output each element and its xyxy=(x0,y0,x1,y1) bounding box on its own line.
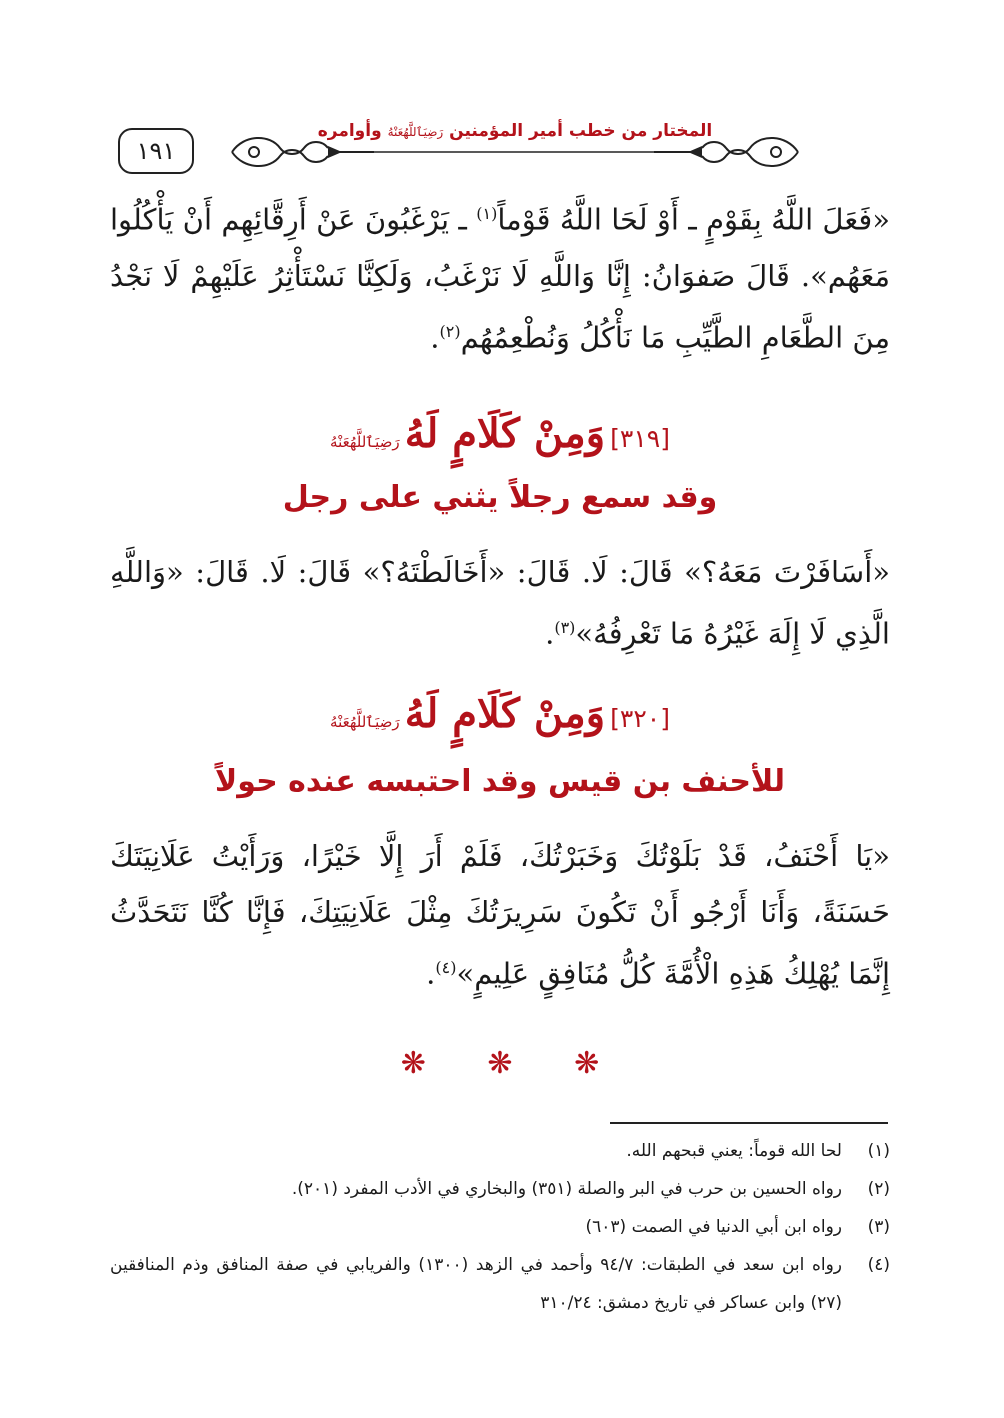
section-319-text-b: . xyxy=(545,616,555,651)
footnote-item xyxy=(110,1208,890,1246)
paragraph-quote-319 xyxy=(110,544,890,662)
page-number: ١٩١ xyxy=(136,137,176,165)
footnote-ref-3[interactable]: (٣) xyxy=(554,618,576,637)
section-320-text-b: . xyxy=(426,956,436,991)
separator-star-icon: ❋ xyxy=(400,1046,426,1081)
footnote-number: (١) xyxy=(867,1141,890,1161)
section-319-subheading: وقد سمع رجلاً يثني على رجل xyxy=(282,480,718,515)
running-honorific: رَضِيَٱللَّهُعَنْهُ xyxy=(387,125,444,139)
paragraph-1-text-a: «فَعَلَ اللَّهُ بِقَوْمٍ ـ أَوْ لَحَا اللَّهُ قَوْماً xyxy=(497,202,890,237)
footnote-item xyxy=(110,1132,890,1170)
section-320-title: وَمِنْ كَلَامٍ لَهُ xyxy=(404,690,606,737)
footnote-number: (٣) xyxy=(867,1217,890,1237)
footnote-text: رواه ابن أبي الدنيا في الصمت (٦٠٣) xyxy=(585,1217,842,1237)
section-319-title: وَمِنْ كَلَامٍ لَهُ xyxy=(404,410,606,457)
running-title-text: المختار من خطب أمير المؤمنين xyxy=(449,121,713,141)
footnotes xyxy=(110,1132,890,1322)
footnote-item xyxy=(110,1170,890,1208)
footnote-item xyxy=(110,1246,890,1322)
running-title xyxy=(300,121,730,141)
section-319-number: [٣١٩] xyxy=(610,424,670,453)
footnote-text: رواه الحسين بن حرب في البر والصلة (٣٥١) والبخاري في الأدب المفرد (٢٠١). xyxy=(291,1179,842,1199)
footnote-ref-2[interactable]: (٢) xyxy=(439,321,461,341)
footnote-number: (٤) xyxy=(867,1255,890,1275)
separator-stars xyxy=(110,1046,890,1081)
footnote-number: (٢) xyxy=(867,1179,890,1199)
paragraph-quote-1 xyxy=(110,186,890,365)
footnote-text: رواه ابن سعد في الطبقات: ٩٤/٧ وأحمد في الزهد (١٣٠٠) والفريابي في صفة المنافق وذم المنافقين (٢٧) وابن عساكر في تاريخ دمشق: ٣١٠/٢٤ xyxy=(110,1255,842,1313)
paragraph-1-text-c: . xyxy=(430,320,440,355)
section-319-text-a: «أَسَافَرْتَ مَعَهُ؟» قَالَ: لَا. قَالَ: «أَخَالَطْتَهُ؟» قَالَ: لَا. قَالَ: «وَاللَّهِ الَّذِي لَا إِلَهَ غَيْرُهُ مَا تَعْرِفُهُ» xyxy=(110,555,890,651)
page-number-box xyxy=(118,128,194,174)
section-320-subheading: للأحنف بن قيس وقد احتبسه عنده حولاً xyxy=(214,764,786,799)
footnote-ref-4[interactable]: (٤) xyxy=(435,958,457,977)
section-320-number: [٣٢٠] xyxy=(610,704,670,733)
section-320-text-a: «يَا أَحْنَفُ، قَدْ بَلَوْتُكَ وَخَبَرْتُكَ، فَلَمْ أَرَ إِلَّا خَيْرًا، وَرَأَيْتُ عَلَانِيَتَكَ حَسَنَةً، وَأَنَا أَرْجُو أَنْ تَكُونَ سَرِيرَتُكَ مِثْلَ عَلَانِيَتِكَ، فَإِنَّا كُنَّا نَتَحَدَّثُ إِنَّمَا يُهْلِكُ هَذِهِ الْأُمَّةَ كُلُّ مُنَافِقٍ عَلِيمٍ» xyxy=(110,839,890,991)
section-320-heading xyxy=(110,690,890,737)
separator-star-icon: ❋ xyxy=(487,1046,513,1081)
running-title-end: وأوامره xyxy=(317,121,382,141)
footnote-text: لحا الله قوماً: يعني قبحهم الله. xyxy=(626,1141,842,1161)
separator-star-icon: ❋ xyxy=(574,1046,600,1081)
section-319-honorific: رَضِيَٱللَّهُعَنْهُ xyxy=(330,433,400,451)
section-319-heading xyxy=(110,410,890,457)
paragraph-quote-320 xyxy=(110,828,890,1002)
footnote-divider xyxy=(610,1122,888,1124)
section-320-honorific: رَضِيَٱللَّهُعَنْهُ xyxy=(330,713,400,731)
footnote-ref-1[interactable]: (١) xyxy=(476,204,498,223)
paragraph-1-text-b: ـ يَرْغَبُونَ عَنْ أَرِقَّائِهِم أَنْ يَأْكُلُوا مَعَهُم». قَالَ صَفوَانُ: إِنَّا وَاللَّهِ لَا نَرْغَبُ، وَلَكِنَّا نَسْتَأْثِرُ عَلَيْهِمْ لَا نَجْدُ مِنَ الطَّعَامِ الطَّيِّبِ مَا نَأْكُلُ وَنُطْعِمُهُم xyxy=(110,202,890,355)
